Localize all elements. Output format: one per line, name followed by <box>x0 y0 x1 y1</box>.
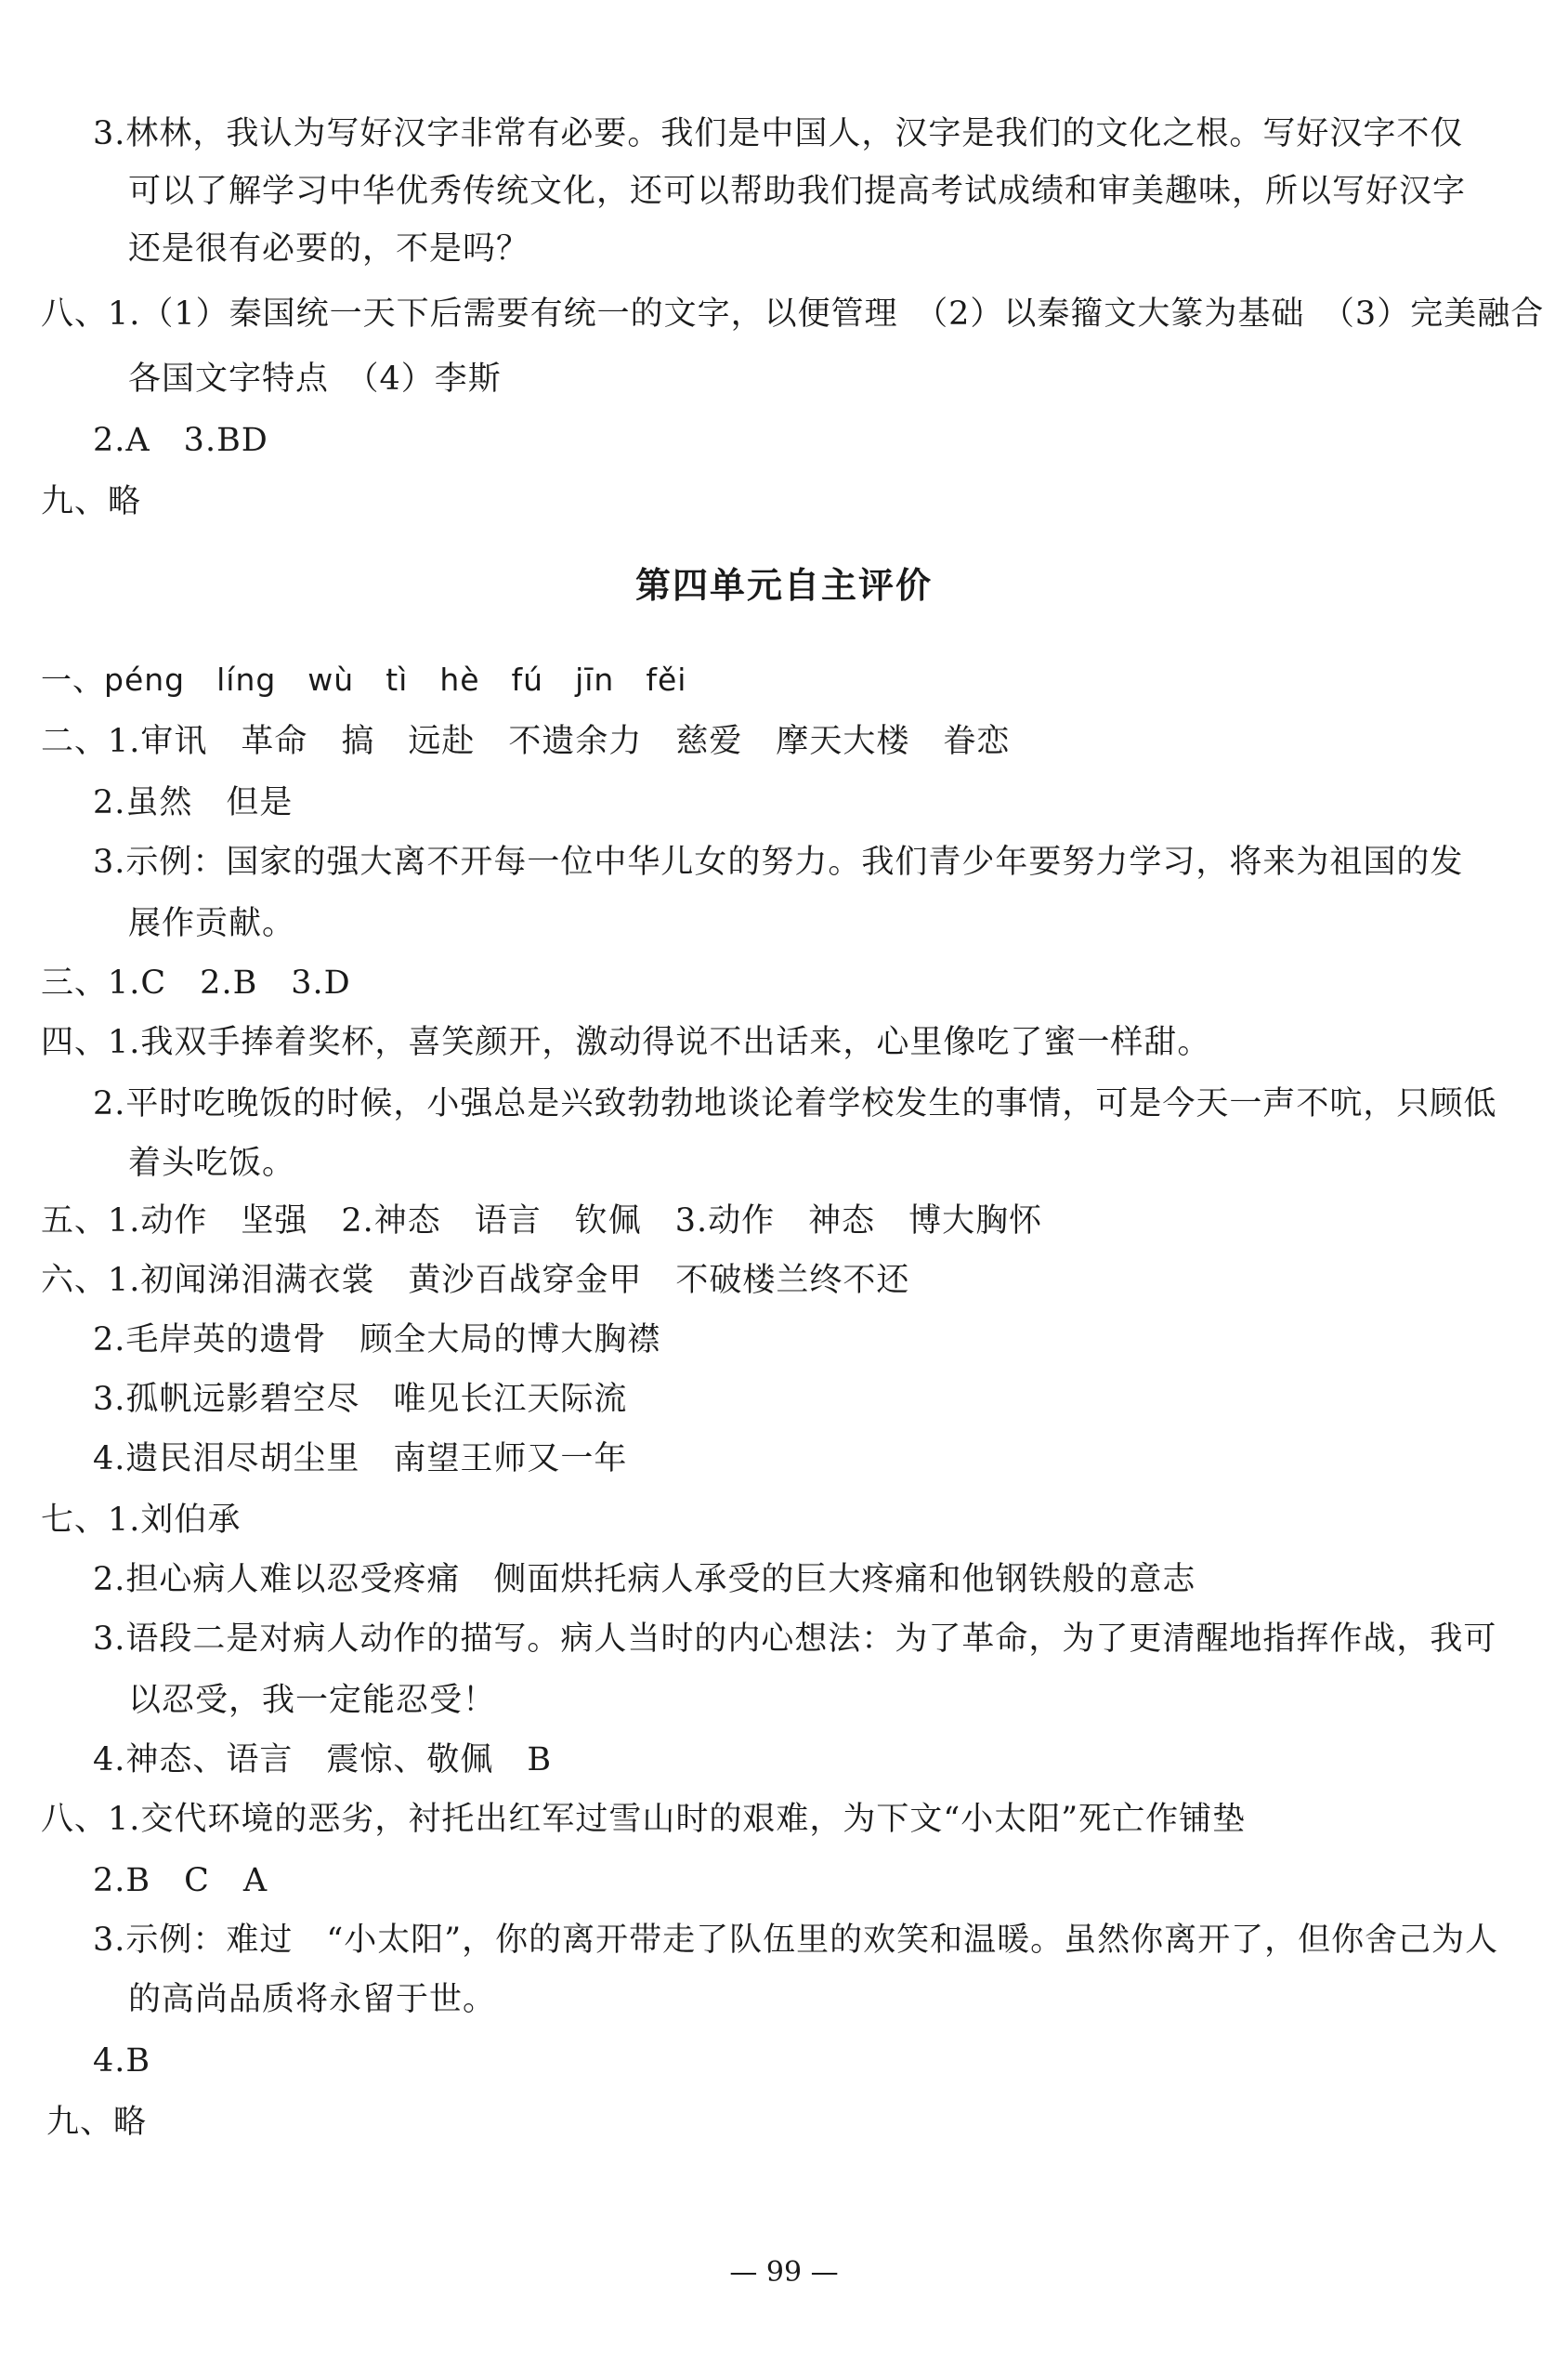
text-line: 2.平时吃晚饭的时候，小强总是兴致勃勃地谈论着学校发生的事情，可是今天一声不吭，只顾低 <box>93 1085 1497 1122</box>
text-line: 四、1.我双手捧着奖杯，喜笑颜开，激动得说不出话来，心里像吃了蜜一样甜。 <box>41 1024 1211 1061</box>
text-line: 还是很有必要的，不是吗？ <box>128 230 530 268</box>
text-line: 2.B C A <box>93 1862 268 1899</box>
text-line: 六、1.初闻涕泪满衣裳 黄沙百战穿金甲 不破楼兰终不还 <box>41 1262 910 1299</box>
text-line: 以忍受，我一定能忍受！ <box>128 1682 497 1719</box>
text-line: 展作贡献。 <box>128 905 296 942</box>
page-number: — 99 — <box>729 2256 839 2289</box>
text-line: 3.林林，我认为写好汉字非常有必要。我们是中国人，汉字是我们的文化之根。写好汉字不仅 <box>93 115 1464 152</box>
text-line: 二、1.审讯 革命 搞 远赴 不遗余力 慈爱 摩天大楼 眷恋 <box>41 723 1011 760</box>
text-line: 八、1.交代环境的恶劣，衬托出红军过雪山时的艰难，为下文“小太阳”死亡作铺垫 <box>41 1801 1247 1838</box>
text-line: 的高尚品质将永留于世。 <box>128 1981 497 2018</box>
text-line: 2.毛岸英的遗骨 顾全大局的博大胸襟 <box>93 1321 661 1358</box>
text-line: 2.担心病人难以忍受疼痛 侧面烘托病人承受的巨大疼痛和他钢铁般的意志 <box>93 1561 1196 1598</box>
text-line: 三、1.C 2.B 3.D <box>41 964 351 1002</box>
text-line: 4.遗民泪尽胡尘里 南望王师又一年 <box>93 1440 628 1477</box>
section-title: 第四单元自主评价 <box>634 565 933 606</box>
text-line: 3.孤帆远影碧空尽 唯见长江天际流 <box>93 1381 628 1418</box>
text-line: 3.语段二是对病人动作的描写。病人当时的内心想法：为了革命，为了更清醒地指挥作战，我可 <box>93 1621 1497 1658</box>
text-line: 着头吃饭。 <box>128 1145 296 1182</box>
text-line: 可以了解学习中华优秀传统文化，还可以帮助我们提高考试成绩和审美趣味，所以写好汉字 <box>128 173 1467 210</box>
text-line: 2.A 3.BD <box>93 422 268 459</box>
text-line: 各国文字特点 （4）李斯 <box>128 361 502 398</box>
text-line: 3.示例：国家的强大离不开每一位中华儿女的努力。我们青少年要努力学习，将来为祖国的发 <box>93 844 1464 881</box>
text-line: 4.神态、语言 震惊、敬佩 B <box>93 1741 553 1778</box>
pinyin-line: 一、péng líng wù tì hè fú jīn fěi <box>41 662 687 698</box>
text-line: 八、1.（1）秦国统一天下后需要有统一的文字，以便管理 （2）以秦籀文大篆为基础 （3）完美融合 <box>41 295 1545 333</box>
text-line: 五、1.动作 坚强 2.神态 语言 钦佩 3.动作 神态 博大胸怀 <box>41 1202 1043 1240</box>
text-line: 3.示例：难过 “小太阳”，你的离开带走了队伍里的欢笑和温暖。虽然你离开了，但你舍己为人 <box>93 1922 1499 1959</box>
text-line: 九、略 <box>46 2104 148 2141</box>
text-line: 4.B <box>93 2042 151 2080</box>
text-line: 2.虽然 但是 <box>93 784 294 821</box>
text-line: 七、1.刘伯承 <box>41 1502 242 1539</box>
text-line: 九、略 <box>41 483 142 520</box>
